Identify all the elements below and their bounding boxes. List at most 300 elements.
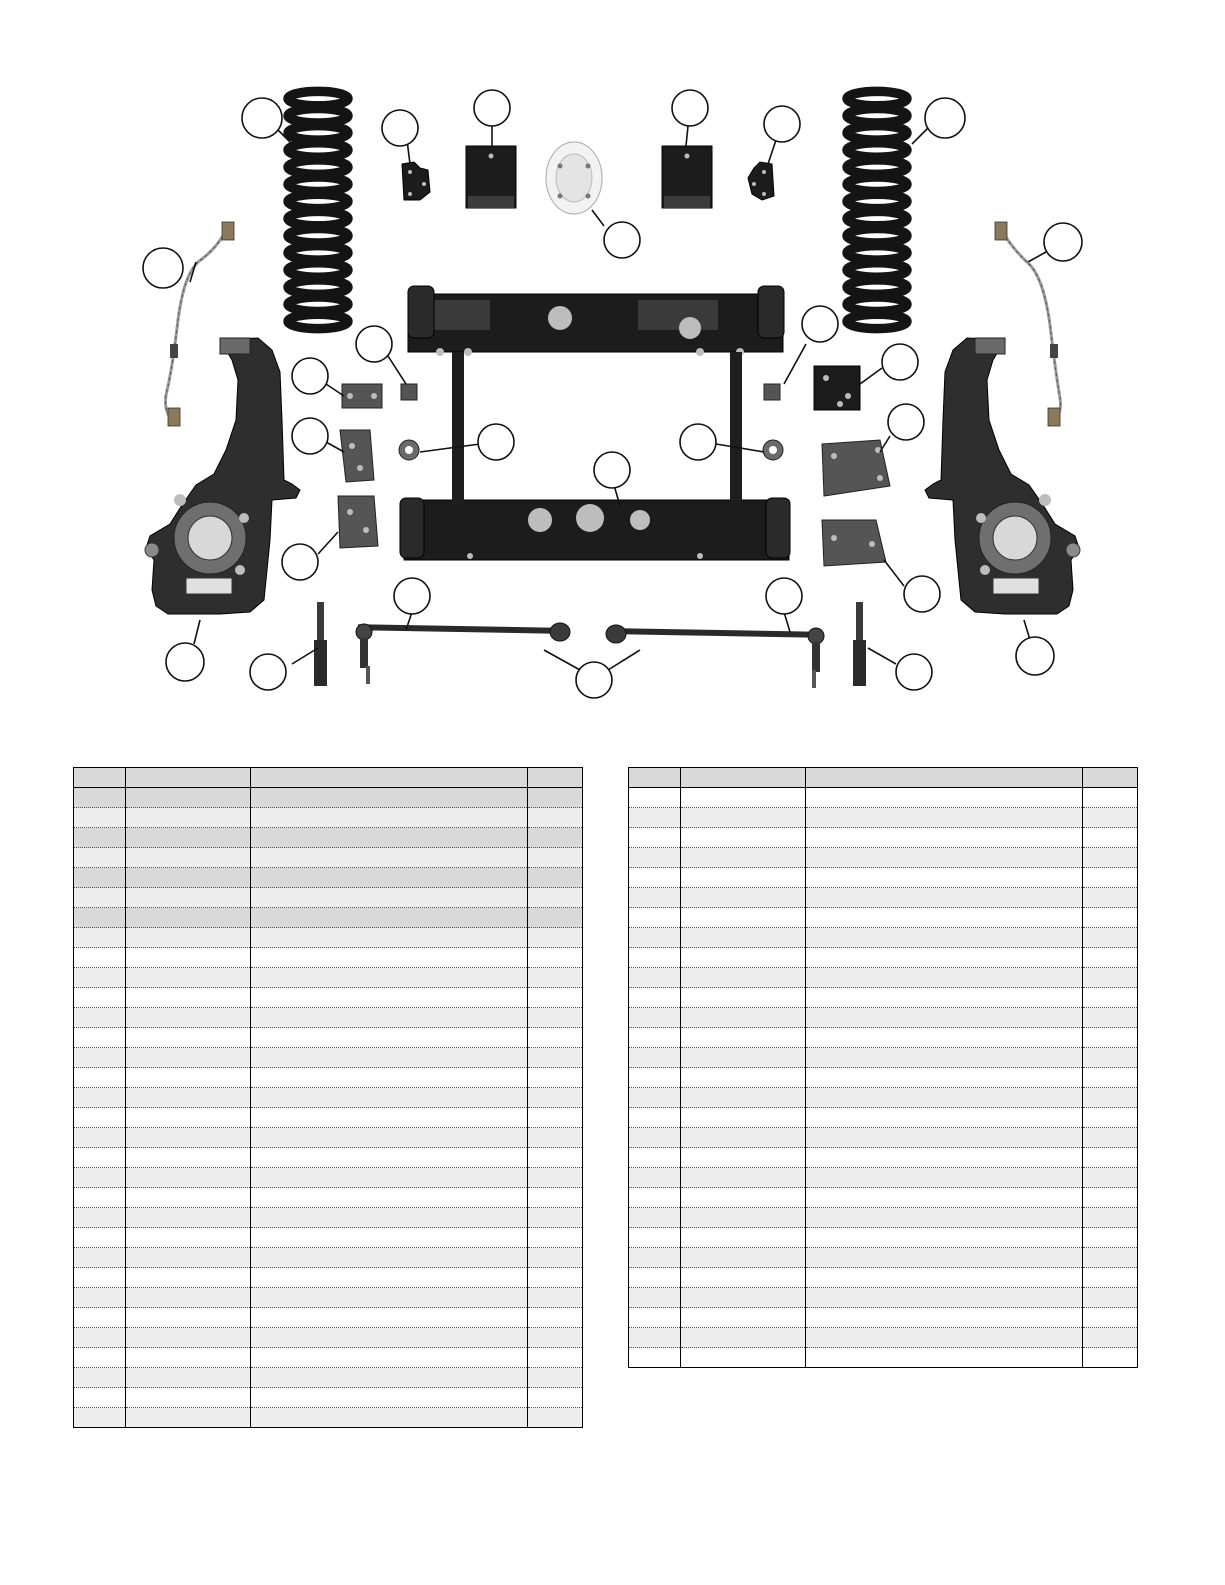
table-cell: [681, 1348, 806, 1368]
table-cell: [806, 1168, 1083, 1188]
table-cell: [126, 1088, 251, 1108]
callout-circle: [882, 344, 918, 380]
table-cell: [806, 1328, 1083, 1348]
table-row: [74, 808, 583, 828]
table-cell: [629, 1188, 681, 1208]
table-cell: [681, 1168, 806, 1188]
table-cell: [629, 828, 681, 848]
coil-turn: [847, 211, 907, 225]
callout-circle: [282, 544, 318, 580]
table-cell: [528, 1088, 583, 1108]
table-row: [629, 1028, 1138, 1048]
table-cell: [629, 1168, 681, 1188]
callout-circle: [292, 358, 328, 394]
table-cell: [251, 788, 528, 808]
table-cell: [251, 888, 528, 908]
table-cell: [806, 988, 1083, 1008]
coil-turn: [288, 109, 348, 123]
table-cell: [251, 1168, 528, 1188]
table-cell: [528, 928, 583, 948]
table-row: [74, 828, 583, 848]
table-cell: [681, 1148, 806, 1168]
table-cell: [251, 1208, 528, 1228]
table-cell: [126, 928, 251, 948]
table-cell: [681, 1088, 806, 1108]
callout-circle: [394, 578, 430, 614]
table-cell: [681, 948, 806, 968]
table-row: [629, 1188, 1138, 1208]
table-row: [74, 1168, 583, 1188]
table-row: [629, 1268, 1138, 1288]
table-row: [74, 1008, 583, 1028]
table-cell: [629, 1228, 681, 1248]
table-cell: [681, 1048, 806, 1068]
table-cell: [806, 888, 1083, 908]
table-cell: [74, 1328, 126, 1348]
table-row: [629, 928, 1138, 948]
table-cell: [74, 1188, 126, 1208]
table-row: [74, 1408, 583, 1428]
table-cell: [806, 1188, 1083, 1208]
table-cell: [806, 1048, 1083, 1068]
table-cell: [251, 828, 528, 848]
table-cell: [528, 808, 583, 828]
table-cell: [528, 1168, 583, 1188]
table-cell: [528, 828, 583, 848]
table-cell: [74, 1268, 126, 1288]
front-crossmember: [408, 286, 784, 356]
table-cell: [126, 868, 251, 888]
table-cell: [1083, 1008, 1138, 1028]
table-row: [74, 1188, 583, 1208]
table-cell: [806, 1088, 1083, 1108]
callout-circle: [292, 418, 328, 454]
callout-circle: [904, 576, 940, 612]
table-cell: [528, 788, 583, 808]
table-cell: [806, 1108, 1083, 1128]
table-row: [629, 1328, 1138, 1348]
table-cell: [528, 968, 583, 988]
table-cell: [74, 788, 126, 808]
table-cell: [74, 1228, 126, 1248]
coil-turn: [288, 263, 348, 277]
callout-circle: [604, 222, 640, 258]
table-cell: [126, 948, 251, 968]
callout-circle: [680, 424, 716, 460]
coil-turn: [288, 297, 348, 311]
table-cell: [126, 988, 251, 1008]
table-cell: [1083, 908, 1138, 928]
table-row: [629, 1148, 1138, 1168]
table-cell: [126, 1308, 251, 1328]
table-cell: [126, 1388, 251, 1408]
table-cell: [251, 1088, 528, 1108]
table-cell: [1083, 1208, 1138, 1228]
table-cell: [74, 1028, 126, 1048]
table-cell: [126, 808, 251, 828]
parts-table-right: [628, 767, 1138, 1368]
table-cell: [126, 1128, 251, 1148]
coil-turn: [288, 160, 348, 174]
table-cell: [74, 928, 126, 948]
coil-turn: [847, 297, 907, 311]
table-cell: [629, 1128, 681, 1148]
table-cell: [806, 1228, 1083, 1248]
table-cell: [74, 968, 126, 988]
table-cell: [126, 1028, 251, 1048]
coil-spring-left: [288, 91, 348, 328]
table-cell: [806, 828, 1083, 848]
table-cell: [681, 1268, 806, 1288]
table-cell: [806, 1148, 1083, 1168]
table-cell: [251, 1408, 528, 1428]
coil-turn: [288, 143, 348, 157]
table-cell: [528, 1148, 583, 1168]
callout-circle: [925, 98, 965, 138]
table-cell: [1083, 948, 1138, 968]
table-cell: [1083, 1228, 1138, 1248]
table-cell: [1083, 1048, 1138, 1068]
callout-circle: [474, 90, 510, 126]
table-cell: [681, 788, 806, 808]
table-cell: [681, 808, 806, 828]
callout-circle: [478, 424, 514, 460]
table-row: [74, 1288, 583, 1308]
coil-turn: [288, 177, 348, 191]
callout-circle: [896, 654, 932, 690]
table-row: [629, 1348, 1138, 1368]
table-cell: [251, 868, 528, 888]
table-cell: [629, 1328, 681, 1348]
table-cell: [251, 1068, 528, 1088]
table-cell: [681, 968, 806, 988]
table-cell: [528, 1008, 583, 1028]
coil-turn: [288, 314, 348, 328]
table-row: [74, 1368, 583, 1388]
table-cell: [74, 1368, 126, 1388]
table-cell: [251, 848, 528, 868]
table-cell: [806, 1008, 1083, 1028]
table-cell: [126, 828, 251, 848]
table-cell: [74, 948, 126, 968]
coil-turn: [847, 314, 907, 328]
callout-circle: [356, 326, 392, 362]
table-cell: [251, 948, 528, 968]
callout-circle: [1044, 223, 1082, 261]
table-cell: [528, 948, 583, 968]
table-cell: [126, 1368, 251, 1388]
coil-turn: [288, 194, 348, 208]
table-cell: [528, 1068, 583, 1088]
table-cell: [1083, 828, 1138, 848]
diff-bracket-right-2: [822, 440, 890, 496]
table-cell: [528, 868, 583, 888]
table-cell: [251, 908, 528, 928]
parts-table-left: [73, 767, 583, 1428]
table-row: [74, 788, 583, 808]
table-row: [629, 1248, 1138, 1268]
table-cell: [251, 1028, 528, 1048]
table-cell: [806, 1128, 1083, 1148]
table-cell: [74, 1148, 126, 1168]
table-cell: [251, 1288, 528, 1308]
table-cell: [251, 1368, 528, 1388]
callout-circle: [382, 110, 418, 146]
table-header-row: [629, 768, 1138, 788]
diff-bracket-right-3: [822, 520, 886, 566]
table-cell: [629, 988, 681, 1008]
coil-turn: [847, 160, 907, 174]
coil-turn: [288, 91, 348, 105]
skid-bracket-left-2: [340, 430, 374, 482]
table-row: [629, 808, 1138, 828]
table-cell: [806, 1268, 1083, 1288]
table-cell: [681, 1128, 806, 1148]
table-cell: [681, 888, 806, 908]
col-header: [251, 768, 528, 788]
table-cell: [126, 1208, 251, 1228]
table-cell: [528, 1048, 583, 1068]
col-header: [74, 768, 126, 788]
table-cell: [1083, 968, 1138, 988]
table-cell: [681, 1228, 806, 1248]
table-cell: [528, 908, 583, 928]
callout-circle: [242, 98, 282, 138]
table-cell: [629, 968, 681, 988]
table-cell: [74, 1208, 126, 1228]
table-cell: [806, 788, 1083, 808]
table-cell: [251, 988, 528, 1008]
table-cell: [1083, 888, 1138, 908]
table-cell: [1083, 1088, 1138, 1108]
table-cell: [528, 1348, 583, 1368]
table-cell: [126, 1408, 251, 1428]
table-cell: [74, 868, 126, 888]
callout-circle: [1016, 637, 1054, 675]
col-header: [681, 768, 806, 788]
stud-left: [314, 602, 327, 686]
table-cell: [126, 1168, 251, 1188]
table-cell: [251, 1328, 528, 1348]
table-row: [74, 928, 583, 948]
diff-bracket-right-1: [814, 366, 860, 410]
table-cell: [806, 808, 1083, 828]
table-cell: [74, 848, 126, 868]
table-cell: [126, 1348, 251, 1368]
table-cell: [1083, 788, 1138, 808]
table-row: [74, 1328, 583, 1348]
table-row: [629, 1168, 1138, 1188]
callout-circle: [766, 578, 802, 614]
table-cell: [629, 1088, 681, 1108]
table-cell: [681, 1008, 806, 1028]
table-cell: [629, 1348, 681, 1368]
table-cell: [629, 1208, 681, 1228]
callout-circle: [166, 643, 204, 681]
table-cell: [629, 808, 681, 828]
table-cell: [629, 928, 681, 948]
table-cell: [1083, 1248, 1138, 1268]
table-row: [74, 988, 583, 1008]
table-row: [629, 848, 1138, 868]
callout-circle: [594, 452, 630, 488]
table-cell: [806, 908, 1083, 928]
table-row: [629, 888, 1138, 908]
table-row: [629, 1288, 1138, 1308]
table-cell: [806, 1208, 1083, 1228]
table-row: [629, 1048, 1138, 1068]
table-cell: [681, 1248, 806, 1268]
rear-crossmember: [400, 498, 790, 560]
table-cell: [629, 788, 681, 808]
table-cell: [74, 988, 126, 1008]
table-cell: [528, 1308, 583, 1328]
bracket-top-right: [748, 162, 774, 200]
spacer-block-right: [662, 146, 712, 208]
table-cell: [629, 908, 681, 928]
table-cell: [74, 1088, 126, 1108]
callout-circle: [802, 306, 838, 342]
table-cell: [528, 1208, 583, 1228]
table-row: [74, 1048, 583, 1068]
callout-circle: [888, 404, 924, 440]
table-cell: [1083, 1288, 1138, 1308]
table-cell: [1083, 1168, 1138, 1188]
coil-turn: [847, 194, 907, 208]
table-cell: [528, 1228, 583, 1248]
table-cell: [528, 1188, 583, 1208]
table-cell: [126, 848, 251, 868]
table-cell: [629, 1288, 681, 1308]
table-cell: [806, 1248, 1083, 1268]
table-cell: [1083, 808, 1138, 828]
table-row: [74, 1028, 583, 1048]
table-cell: [681, 1288, 806, 1308]
table-cell: [528, 1388, 583, 1408]
table-cell: [629, 888, 681, 908]
table-row: [74, 1128, 583, 1148]
callout-circle: [672, 90, 708, 126]
callout-circle: [764, 106, 800, 142]
table-cell: [1083, 868, 1138, 888]
table-cell: [629, 1008, 681, 1028]
table-cell: [126, 1288, 251, 1308]
table-cell: [629, 1148, 681, 1168]
table-row: [74, 1148, 583, 1168]
table-cell: [251, 1268, 528, 1288]
coil-turn: [847, 109, 907, 123]
table-cell: [126, 1188, 251, 1208]
coil-turn: [288, 280, 348, 294]
table-cell: [74, 1168, 126, 1188]
table-cell: [74, 1348, 126, 1368]
table-row: [74, 1108, 583, 1128]
table-cell: [806, 1308, 1083, 1328]
table-cell: [251, 808, 528, 828]
table-cell: [251, 1108, 528, 1128]
table-cell: [126, 1248, 251, 1268]
table-row: [629, 1088, 1138, 1108]
coil-turn: [847, 229, 907, 243]
table-cell: [681, 1328, 806, 1348]
table-cell: [1083, 1108, 1138, 1128]
table-cell: [681, 908, 806, 928]
callout-circle: [250, 654, 286, 690]
table-row: [74, 1308, 583, 1328]
table-cell: [251, 1188, 528, 1208]
table-cell: [126, 788, 251, 808]
table-cell: [1083, 1308, 1138, 1328]
table-cell: [126, 888, 251, 908]
table-row: [74, 1208, 583, 1228]
coil-turn: [847, 91, 907, 105]
table-row: [629, 988, 1138, 1008]
table-cell: [629, 1048, 681, 1068]
table-header-row: [74, 768, 583, 788]
table-cell: [681, 1108, 806, 1128]
table-row: [74, 1068, 583, 1088]
table-cell: [528, 1028, 583, 1048]
table-cell: [681, 1308, 806, 1328]
table-cell: [629, 1028, 681, 1048]
table-cell: [806, 1028, 1083, 1048]
table-cell: [126, 1048, 251, 1068]
table-cell: [806, 1348, 1083, 1368]
table-cell: [528, 1128, 583, 1148]
skid-bracket-left-3: [338, 496, 378, 548]
table-cell: [629, 1108, 681, 1128]
table-cell: [1083, 1148, 1138, 1168]
table-cell: [681, 988, 806, 1008]
callouts: [143, 90, 1082, 698]
table-cell: [251, 1128, 528, 1148]
parts-diagram: [0, 0, 1225, 720]
bracket-top-left: [402, 162, 430, 200]
table-cell: [74, 808, 126, 828]
col-header: [806, 768, 1083, 788]
table-cell: [74, 1128, 126, 1148]
table-cell: [74, 1068, 126, 1088]
table-cell: [681, 868, 806, 888]
coil-turn: [288, 211, 348, 225]
tie-rod-right: [606, 625, 824, 688]
table-cell: [1083, 848, 1138, 868]
coil-turn: [847, 280, 907, 294]
callout-circle: [576, 662, 612, 698]
table-cell: [1083, 1028, 1138, 1048]
table-cell: [74, 888, 126, 908]
table-cell: [629, 868, 681, 888]
table-cell: [74, 1248, 126, 1268]
table-row: [629, 788, 1138, 808]
table-cell: [251, 1248, 528, 1268]
table-row: [629, 908, 1138, 928]
col-header: [629, 768, 681, 788]
table-row: [74, 1248, 583, 1268]
coil-turn: [847, 126, 907, 140]
table-cell: [629, 848, 681, 868]
table-cell: [528, 1368, 583, 1388]
table-cell: [251, 1388, 528, 1408]
table-cell: [1083, 1348, 1138, 1368]
table-row: [74, 1268, 583, 1288]
table-cell: [1083, 1128, 1138, 1148]
table-cell: [528, 1248, 583, 1268]
coil-turn: [288, 229, 348, 243]
coil-turn: [847, 246, 907, 260]
table-cell: [629, 1068, 681, 1088]
table-cell: [681, 1068, 806, 1088]
